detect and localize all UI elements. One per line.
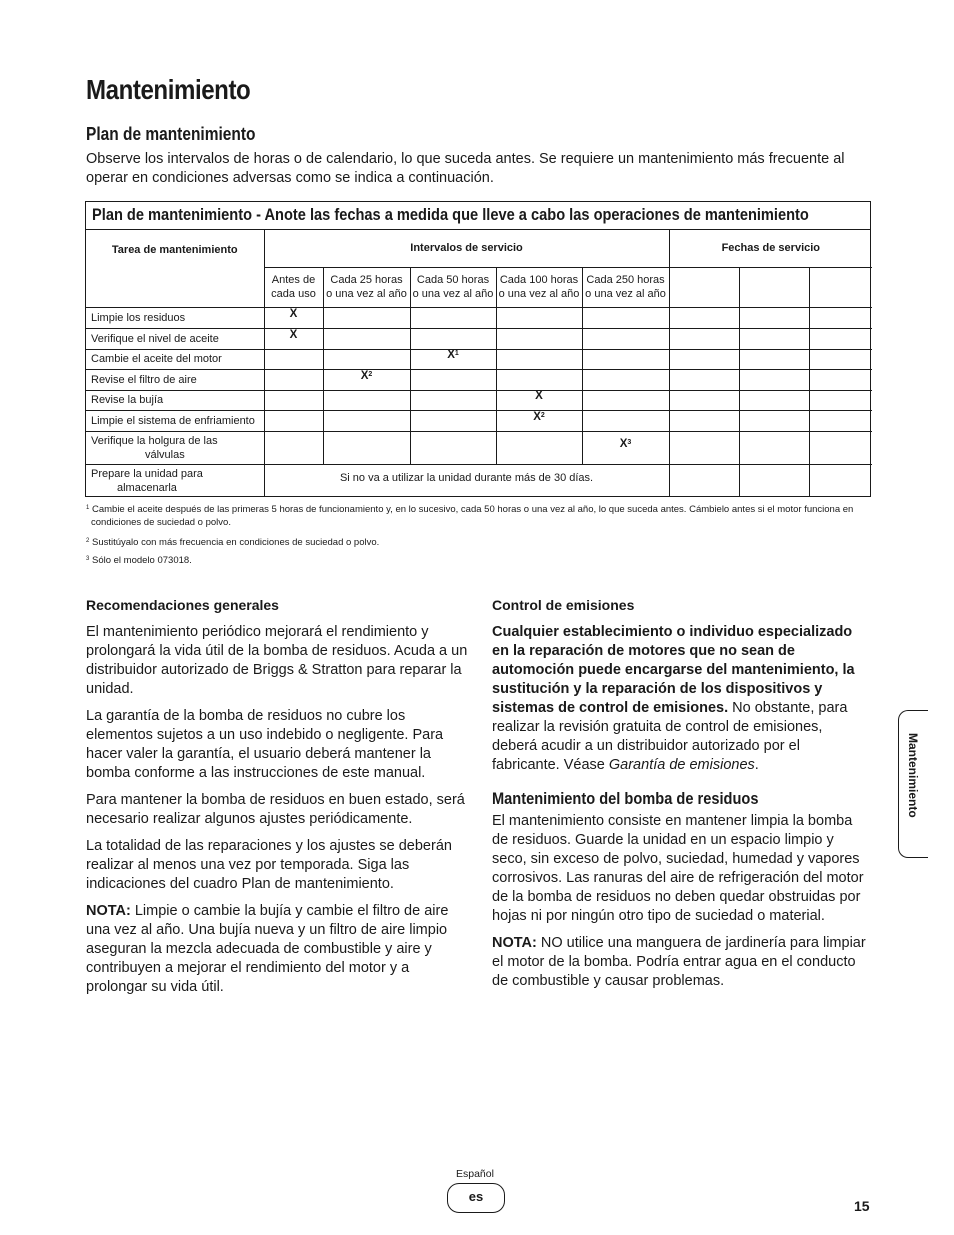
task-cell: Verifique el nivel de aceite: [86, 328, 264, 349]
maintenance-schedule-table: [85, 201, 871, 497]
interval-header: Cada 25 horas o una vez al año: [323, 267, 410, 307]
paragraph: El mantenimiento consiste en mantener limpia la bomba de residuos. Guarde la unidad en un espacio limpio y seco, sin exceso de polvo, suciedad, humedad y vapores corrosivos. Las ranuras del aire de refrigeración del motor de la bomba de residuos no deben quedar obstruidas por hojas ni por ningún otro tipo de suciedad o material.: [492, 813, 864, 924]
header-intervals: Intervalos de servicio: [264, 230, 669, 267]
mark-cell: X: [264, 328, 323, 349]
task-cell: Limpie los residuos: [86, 307, 264, 328]
task-cell: Prepare la unidad para almacenarla: [86, 464, 264, 497]
pump-maintenance-heading: Mantenimiento del bomba de residuos: [492, 789, 759, 808]
task-cell: Limpie el sistema de enfriamiento: [86, 410, 264, 431]
emissions-paragraph: Cualquier establecimiento o individuo especializado en la reparación de motores que no sean de automoción puede encargarse del mantenimiento, la sustitución y la reparación de los dispositivos y sistemas de control de emisiones. No obstante, para realizar la revisión gratuita de control de emisiones, deberá acudir a un distribuidor autorizado por el fabricante. Véase Garantía de emisiones.: [492, 624, 855, 773]
right-column: [492, 596, 867, 999]
interval-header: Cada 50 horas o una vez al año: [410, 267, 496, 307]
section-title: Plan de mantenimiento: [86, 124, 256, 144]
task-cell: Cambie el aceite del motor: [86, 349, 264, 369]
task-cell: Verifique la holgura de las válvulas: [86, 431, 264, 464]
interval-header: Antes de cada uso: [264, 267, 323, 307]
schedule-title: Plan de mantenimiento - Anote las fechas a medida que lleve a cabo las operaciones de mantenimiento: [86, 202, 870, 230]
task-cell: Revise el filtro de aire: [86, 369, 264, 390]
language-label: Español: [456, 1168, 494, 1180]
storage-note: Si no va a utilizar la unidad durante más de 30 días.: [264, 464, 669, 497]
section-side-tab: Mantenimiento: [898, 710, 928, 858]
date-cell: [739, 267, 809, 307]
header-dates: Fechas de servicio: [669, 230, 872, 267]
schedule-grid: [86, 230, 872, 497]
interval-header: Cada 100 horas o una vez al año: [496, 267, 582, 307]
task-cell: Revise la bujía: [86, 390, 264, 410]
mark-cell: $X^3$: [582, 431, 669, 464]
header-task: Tarea de mantenimiento: [86, 230, 264, 307]
footnote: $^3$ Sólo el modelo 073018.: [86, 555, 192, 566]
mark-cell: $X^2$: [496, 410, 582, 431]
intro-text: Observe los intervalos de horas o de calendario, lo que suceda antes. Se requiere un mantenimiento más frecuente al operar en condiciones adversas como se indica a continuación.: [86, 151, 845, 186]
paragraph: La totalidad de las reparaciones y los ajustes se deberán realizar al menos una vez por temporada. Siga las indicaciones del cuadro Plan de mantenimiento.: [86, 838, 452, 892]
date-cell: [809, 267, 872, 307]
mark-cell: $X^1$: [410, 349, 496, 369]
mark-cell: $X^2$: [323, 369, 410, 390]
note-paragraph: NOTA: Limpie o cambie la bujía y cambie el filtro de aire una vez al año. Una bujía nueva y un filtro de aire limpio aseguran la mezcla adecuada de combustible y aire y contribuyen a mejorar el rendimiento del motor y a prolongar su vida útil.: [86, 903, 449, 995]
language-code-badge: es: [447, 1183, 505, 1213]
footnote: $^2$ Sustitúyalo con más frecuencia en condiciones de suciedad o polvo.: [86, 537, 380, 548]
page-title: Mantenimiento: [86, 74, 251, 105]
date-cell: [669, 267, 739, 307]
paragraph: Para mantener la bomba de residuos en buen estado, será necesario realizar algunos ajustes periódicamente.: [86, 792, 465, 827]
note-paragraph: NOTA: NO utilice una manguera de jardinería para limpiar el motor de la bomba. Podría entrar agua en el conducto de combustible y causar problemas.: [492, 935, 866, 989]
interval-header: Cada 250 horas o una vez al año: [582, 267, 669, 307]
emissions-control-heading: Control de emisiones: [492, 597, 635, 613]
mark-cell: X: [496, 390, 582, 410]
footnote: $^1$ Cambie el aceite después de las primeras 5 horas de funcionamiento y, en lo sucesivo, cada 50 horas o una vez al año, lo que suceda antes. Cámbielo antes si el motor funciona en condiciones de suciedad o polvo.: [86, 504, 854, 528]
general-recommendations-heading: Recomendaciones generales: [86, 597, 279, 613]
paragraph: La garantía de la bomba de residuos no cubre los elementos sujetos a un uso indebido o negligente. Para hacer valer la garantía, el usuario deberá mantener la bomba conforme a las instrucciones de este manual.: [86, 708, 444, 781]
page-number: 15: [854, 1198, 870, 1214]
paragraph: El mantenimiento periódico mejorará el rendimiento y prolongará la vida útil de la bomba de residuos. Acuda a un distribuidor autorizado de Briggs & Stratton para reparar la unidad.: [86, 624, 468, 697]
mark-cell: X: [264, 307, 323, 328]
left-column: [86, 596, 468, 1005]
